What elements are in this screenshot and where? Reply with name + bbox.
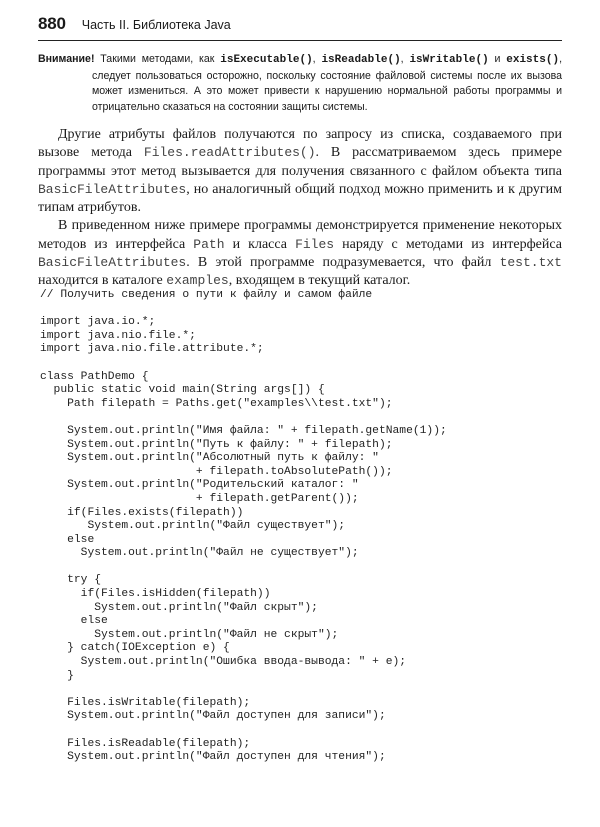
inline-code: Files.readAttributes() xyxy=(143,145,316,161)
code-line: System.out.println("Путь к файлу: " + filepath); xyxy=(40,438,393,451)
code-line: Files.isWritable(filepath); xyxy=(40,696,251,709)
page-number: 880 xyxy=(38,14,66,33)
code-line xyxy=(40,357,447,371)
warning-label: Внимание! xyxy=(38,53,95,65)
code-line xyxy=(40,683,447,697)
code-line: Path filepath = Paths.get("examples\\test.txt"); xyxy=(40,397,393,410)
code-line: System.out.println("Файл существует"); xyxy=(40,520,346,533)
code-line: else xyxy=(40,533,95,546)
code-line: import java.io.*; xyxy=(40,316,156,329)
code-line: import java.nio.file.attribute.*; xyxy=(40,343,264,356)
code-line: + filepath.getParent()); xyxy=(40,492,359,505)
code-line: if(Files.exists(filepath)) xyxy=(40,506,244,519)
paragraph-attributes: Другие атрибуты файлов получаются по запросу из списка, создаваемого при вызове метода Files.readAttributes(). В рассматриваемом здесь примере программы этот метод вызывается для получения связанного с файлом объекта типа BasicFileAttributes, но аналогичный общий подход можно применить и к другим типам атрибутов. xyxy=(38,127,563,216)
code-line: } catch(IOException e) { xyxy=(40,642,230,655)
code-line: if(Files.isHidden(filepath)) xyxy=(40,588,271,601)
header-rule xyxy=(38,40,562,41)
inline-code: BasicFileAttributes xyxy=(38,181,187,197)
code-line: // Получить сведения о пути к файлу и самом файле xyxy=(40,289,373,301)
code-line: System.out.println("Файл скрыт"); xyxy=(40,601,318,614)
method-isexecutable: isExecutable() xyxy=(220,54,313,66)
code-line: class PathDemo { xyxy=(40,370,149,383)
code-line: System.out.println("Файл не скрыт"); xyxy=(40,628,339,641)
code-line: System.out.println("Ошибка ввода-вывода: " + e); xyxy=(40,656,407,669)
method-exists: exists() xyxy=(506,54,560,66)
inline-code: Files xyxy=(295,236,335,252)
code-line xyxy=(40,724,447,738)
warning-note xyxy=(38,52,562,115)
inline-code: BasicFileAttributes xyxy=(38,255,187,271)
inline-code: examples xyxy=(166,273,229,289)
code-line: System.out.println("Файл доступен для чтения"); xyxy=(40,751,386,764)
code-line: + filepath.toAbsolutePath()); xyxy=(40,465,393,478)
body-text xyxy=(38,126,562,291)
code-line xyxy=(40,303,447,317)
code-line: System.out.println("Абсолютный путь к файлу: " xyxy=(40,452,379,465)
code-line: System.out.println("Родительский каталог: " xyxy=(40,479,359,492)
code-line: Files.isReadable(filepath); xyxy=(40,737,251,750)
code-line xyxy=(40,561,447,575)
method-iswritable: isWritable() xyxy=(409,54,489,66)
inline-code: Path xyxy=(193,236,225,252)
code-line: System.out.println("Имя файла: " + filepath.getName(1)); xyxy=(40,424,447,437)
paragraph-example-intro: В приведенном ниже примере программы демонстрируется применение некоторых методов из интерфейса Path и класса Files наряду с методами из интерфейса BasicFileAttributes. В этой программе подразумевается, что файл test.txt находится в каталоге examples, входящем в текущий каталог. xyxy=(38,218,562,289)
code-line: import java.nio.file.*; xyxy=(40,329,196,342)
running-head: Часть II. Библиотека Java xyxy=(81,18,231,32)
code-line: else xyxy=(40,615,108,628)
code-line: System.out.println("Файл доступен для записи"); xyxy=(40,710,386,723)
code-line: } xyxy=(40,669,74,682)
code-line: public static void main(String args[]) { xyxy=(40,384,325,397)
code-listing xyxy=(40,289,447,765)
page-header xyxy=(38,14,231,36)
warning-note-text: Внимание! Такими методами, как isExecutable(), isReadable(), isWritable() и exists(), следует пользоваться осторожно, поскольку состояние файловой системы после их вызова может измениться. А это может привести к нарушению нормальной работы программы и отрицательно сказаться на состоянии защиты системы. xyxy=(38,53,563,113)
code-line: System.out.println("Файл не существует"); xyxy=(40,547,359,560)
inline-code: test.txt xyxy=(499,255,562,271)
code-line xyxy=(40,411,447,425)
code-line: try { xyxy=(40,574,102,587)
method-isreadable: isReadable() xyxy=(321,54,401,66)
